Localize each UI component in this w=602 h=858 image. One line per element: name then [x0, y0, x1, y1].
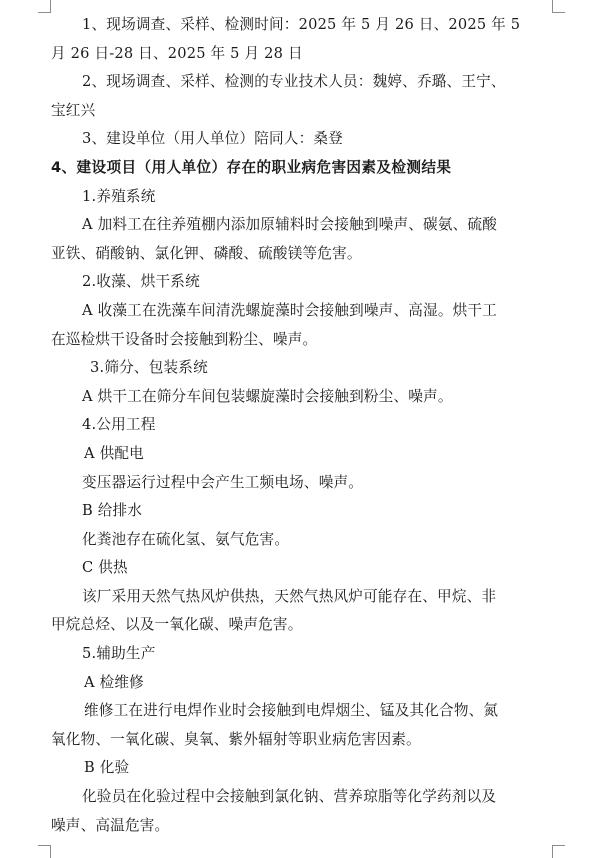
- paragraph-technicians-line-1: 2、现场调查、采样、检测的专业技术人员：魏婷、乔璐、王宁、: [82, 73, 506, 91]
- subheading-power-supply: A 供配电: [84, 444, 144, 462]
- paragraph-laboratory-line-1: 化验员在化验过程中会接触到氯化钠、营养琼脂等化学药剂以及: [82, 788, 497, 806]
- document-body: [51, 11, 551, 840]
- subheading-auxiliary-production: 5.辅助生产: [82, 645, 156, 663]
- paragraph-feeding-worker-line-1: A 加料工在往养殖棚内添加原辅料时会接触到噪声、碳氨、硫酸: [82, 216, 498, 234]
- paragraph-survey-time-line-1: 1、现场调查、采样、检测时间：2025 年 5 月 26 日、2025 年 5: [82, 16, 521, 33]
- paragraph-laboratory-line-2: 噪声、高温危害。: [51, 816, 170, 834]
- paragraph-technicians-line-2: 宝红兴: [51, 101, 96, 119]
- paragraph-heating-line-2: 甲烷总烃、以及一氧化碳、噪声危害。: [51, 616, 303, 634]
- paragraph-packing-worker: A 烘干工在筛分车间包装螺旋藻时会接触到粉尘、噪声。: [82, 387, 453, 405]
- paragraph-harvest-worker-line-1: A 收藻工在洗藻车间清洗螺旋藻时会接触到噪声、高湿。烘干工: [82, 301, 498, 319]
- subheading-screening-packing-system: 3.筛分、包装系统: [90, 359, 208, 377]
- paragraph-maintenance-line-1: 维修工在进行电焊作业时会接触到电焊烟尘、锰及其化合物、氮: [84, 702, 499, 720]
- subheading-heating: C 供热: [82, 559, 128, 577]
- paragraph-maintenance-line-2: 氧化物、一氧化碳、臭氧、紫外辐射等职业病危害因素。: [51, 730, 421, 748]
- page-corner-mark-bottom-left: [38, 845, 51, 858]
- subheading-water-supply-drainage: B 给排水: [82, 502, 143, 520]
- paragraph-septic-tank: 化粪池存在硫化氢、氨气危害。: [82, 530, 290, 548]
- subheading-maintenance: A 检维修: [84, 673, 144, 691]
- page-corner-mark-top-right: [552, 0, 565, 13]
- page-corner-mark-bottom-right: [552, 845, 565, 858]
- subheading-harvest-drying-system: 2.收藻、烘干系统: [82, 273, 200, 291]
- paragraph-feeding-worker-line-2: 亚铁、硝酸钠、氯化钾、磷酸、硫酸镁等危害。: [51, 244, 362, 262]
- subheading-breeding-system: 1.养殖系统: [82, 187, 156, 205]
- subheading-utilities: 4.公用工程: [82, 416, 156, 434]
- section-heading-hazard-factors: 4、建设项目（用人单位）存在的职业病危害因素及检测结果: [51, 158, 452, 176]
- paragraph-survey-time-line-2: 月 26 日-28 日、2025 年 5 月 28 日: [51, 44, 303, 62]
- paragraph-heating-line-1: 该厂采用天然气热风炉供热，天然气热风炉可能存在、甲烷、非: [82, 587, 497, 605]
- paragraph-harvest-worker-line-2: 在巡检烘干设备时会接触到粉尘、噪声。: [51, 330, 318, 348]
- paragraph-transformer: 变压器运行过程中会产生工频电场、噪声。: [82, 473, 364, 491]
- paragraph-escort: 3、建设单位（用人单位）陪同人：桑登: [82, 130, 343, 148]
- page-corner-mark-top-left: [38, 0, 51, 13]
- subheading-laboratory: B 化验: [84, 759, 130, 777]
